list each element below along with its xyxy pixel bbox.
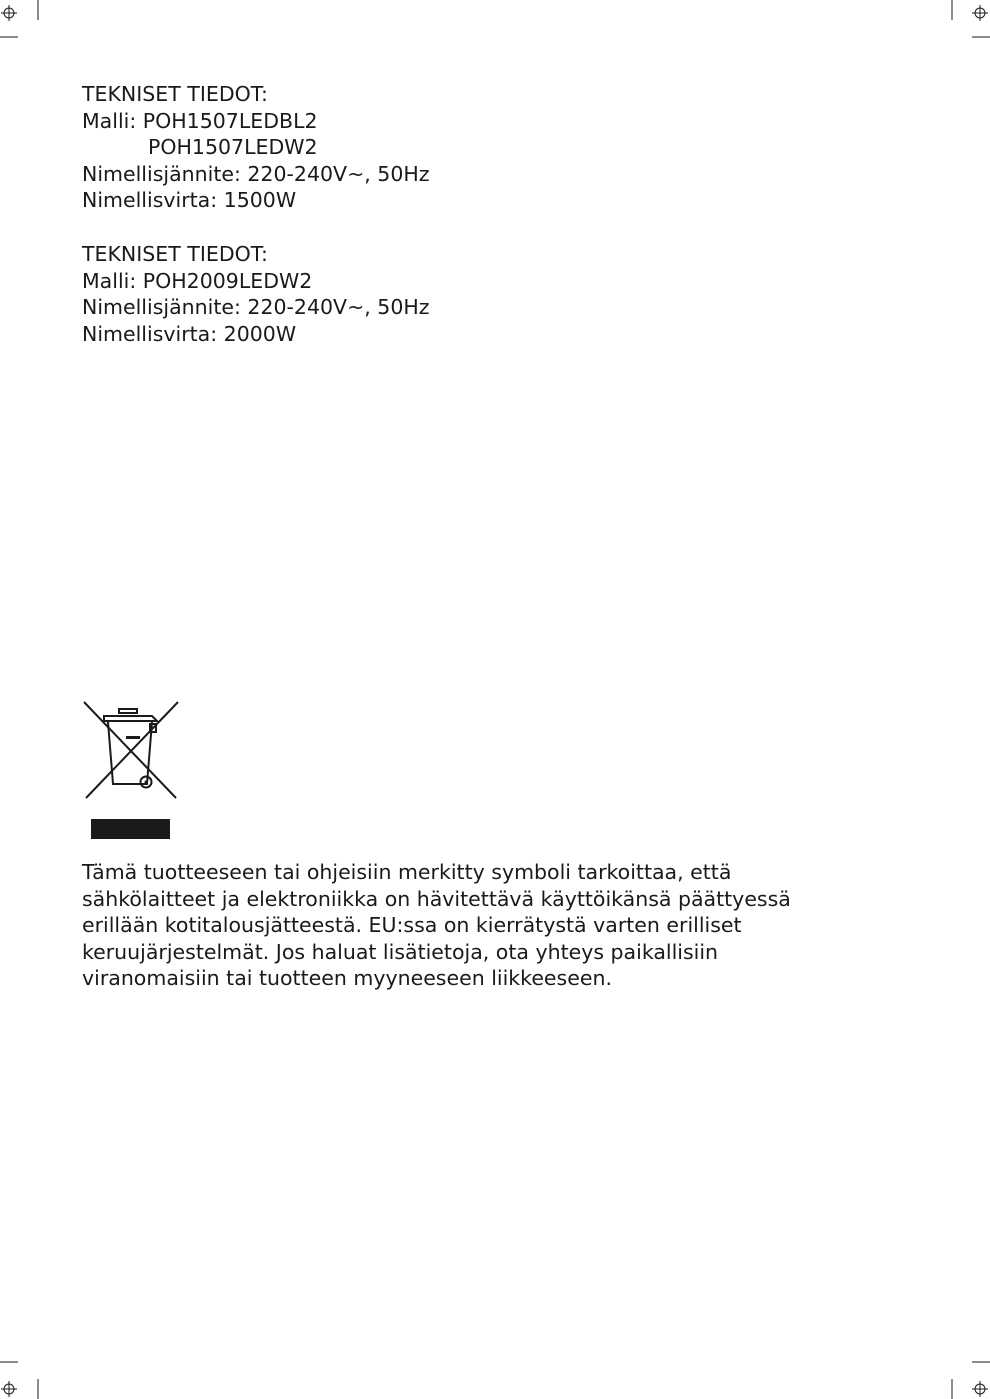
spec-power: Nimellisvirta: 2000W — [82, 321, 297, 346]
spec-model-2: POH1507LEDW2 — [148, 135, 318, 160]
spec-power: Nimellisvirta: 1500W — [82, 188, 297, 213]
spec-model: Malli: POH1507LEDBL2 — [82, 108, 318, 133]
registration-mark-top-left — [0, 0, 50, 40]
crossed-out-wheelie-bin-icon — [82, 700, 180, 802]
spec-block-1 — [82, 81, 430, 214]
spec-block-2 — [82, 241, 430, 347]
spec-voltage: Nimellisjännite: 220-240V~, 50Hz — [82, 295, 430, 320]
registration-mark-bottom-right — [940, 1359, 990, 1399]
registration-mark-top-right — [940, 0, 990, 40]
weee-solid-bar — [91, 819, 170, 839]
disposal-line: sähkölaitteet ja elektroniikka on hävitettävä käyttöikänsä päättyessä — [82, 886, 791, 911]
disposal-line: Tämä tuotteeseen tai ohjeisiin merkitty symboli tarkoittaa, että — [82, 860, 732, 884]
spec-heading: TEKNISET TIEDOT: — [82, 242, 268, 266]
disposal-paragraph — [82, 859, 882, 992]
registration-mark-bottom-left — [0, 1359, 50, 1399]
spec-voltage: Nimellisjännite: 220-240V~, 50Hz — [82, 161, 430, 186]
disposal-line: viranomaisiin tai tuotteen myyneeseen liikkeeseen. — [82, 966, 612, 991]
disposal-line: erillään kotitalousjätteestä. EU:ssa on kierrätystä varten erilliset — [82, 913, 742, 938]
disposal-line: keruujärjestelmät. Jos haluat lisätietoja, ota yhteys paikallisiin — [82, 939, 719, 964]
spec-model: Malli: POH2009LEDW2 — [82, 268, 313, 293]
spec-heading: TEKNISET TIEDOT: — [82, 82, 268, 106]
